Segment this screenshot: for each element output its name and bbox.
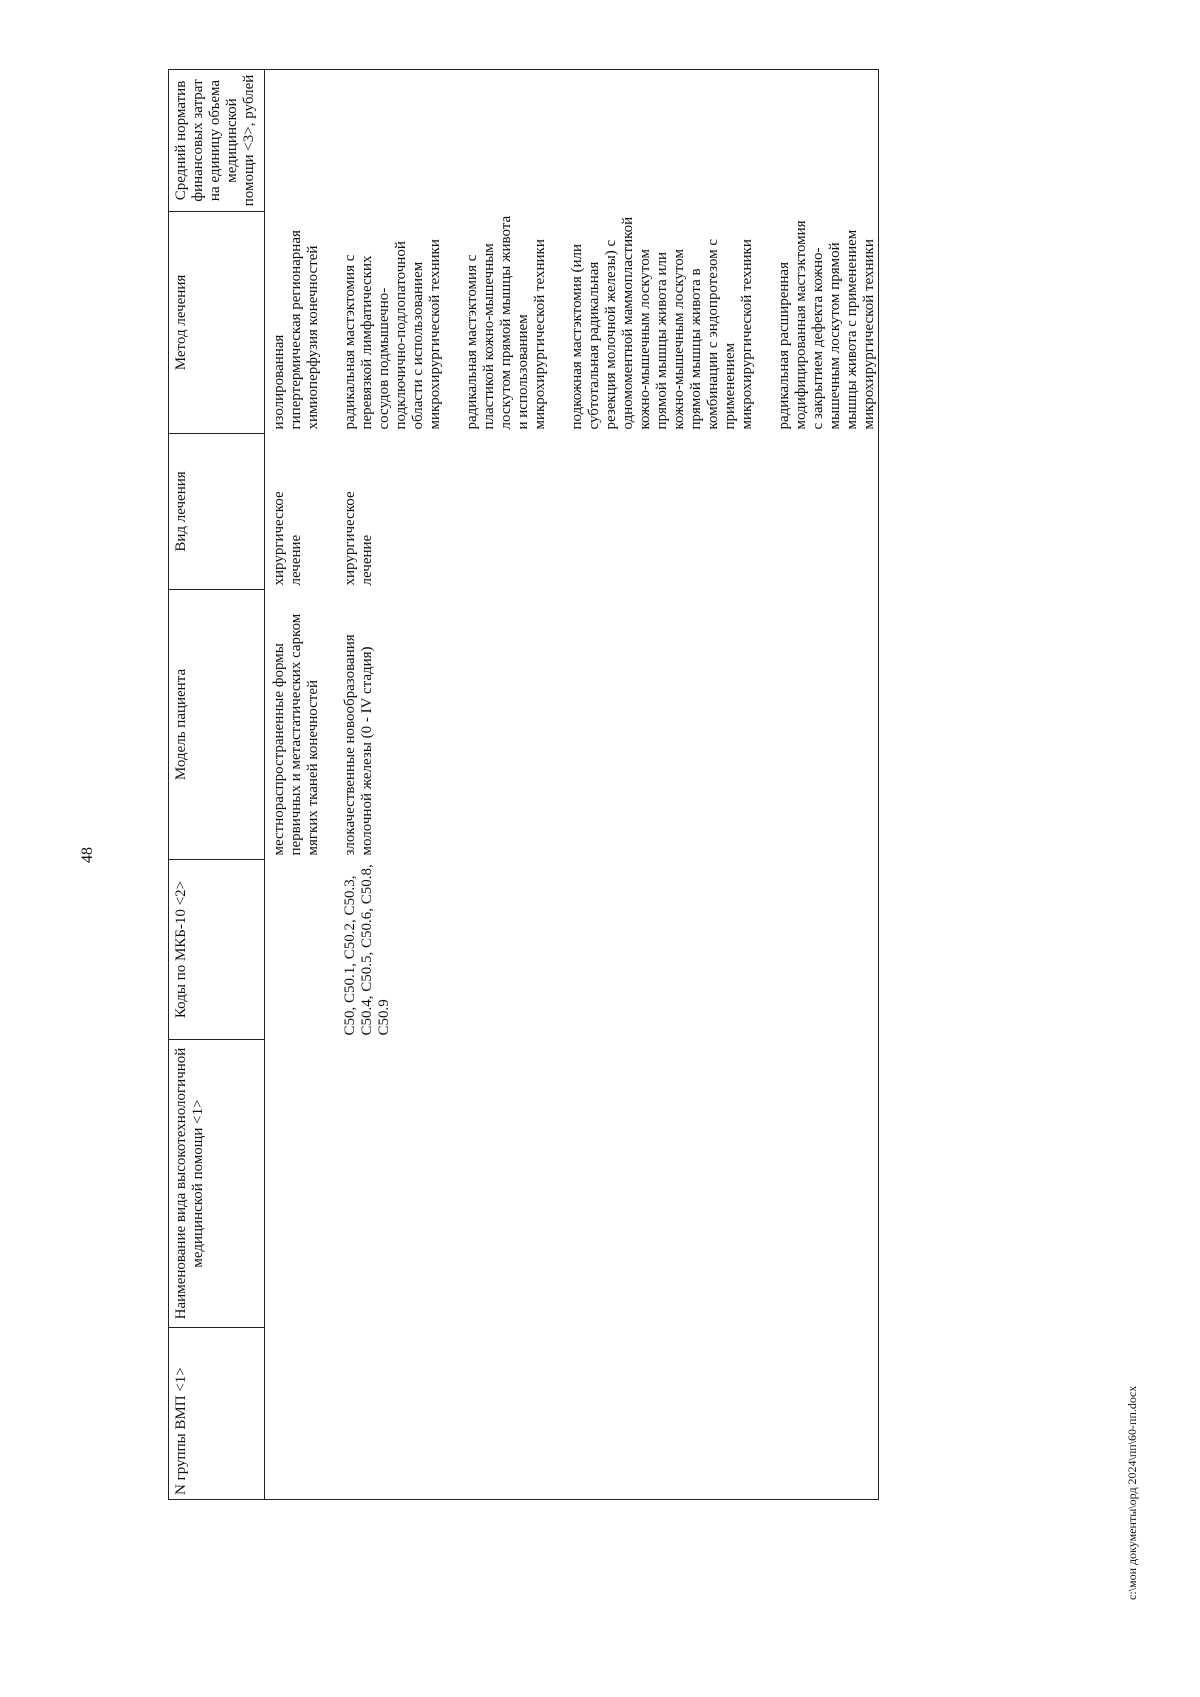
row-2-group xyxy=(342,1328,879,1500)
header-group-number: N группы ВМП <1> xyxy=(169,1328,265,1500)
rotated-table-container xyxy=(168,70,1068,1500)
page-number: 48 xyxy=(79,847,96,863)
row-1-name xyxy=(271,1040,322,1328)
row-2-cost xyxy=(342,70,879,212)
header-treatment-type: Вид лечения xyxy=(169,434,265,590)
row-2-model: злокачественные новообразования молочной железы (0 - IV стадия) xyxy=(342,590,879,860)
header-vmp-name: Наименование вида высокотехнологичной медицинской помощи <1> xyxy=(169,1040,265,1328)
row-2-methods xyxy=(342,212,879,434)
row-1-model: местнораспространенные формы первичных и метастатических сарком мягких тканей конечностей xyxy=(271,613,321,856)
table-row xyxy=(271,70,322,1500)
row-1-cost xyxy=(271,70,322,212)
row-1-codes xyxy=(271,860,322,1040)
table-header-row xyxy=(169,70,265,1500)
table-row xyxy=(342,70,879,1500)
row-gap xyxy=(322,70,342,1500)
row-2-treatment: хирургическое лечение xyxy=(342,434,879,590)
row-2-method-2: радикальная мастэктомия с пластикой кожно-мышечным лоскутом прямой мышцы живота и использованием микрохирургической техники xyxy=(464,215,548,430)
header-icd-codes: Коды по МКБ-10 <2> xyxy=(169,860,265,1040)
row-1-methods xyxy=(271,212,322,434)
row-2-codes: C50, C50.1, C50.2, C50.3, C50.4, C50.5, C50.6, C50.8, C50.9 xyxy=(342,860,879,1040)
row-2-method-4: радикальная расширенная модифицированная мастэктомия с закрытием дефекта кожно-мышечным лоскутом прямой мышцы живота с применением микрохирургической техники xyxy=(776,220,877,430)
row-1-method-1: изолированная гипертермическая регионарная химиоперфузия конечностей xyxy=(271,230,321,430)
vmp-table xyxy=(168,69,879,1500)
row-2-method-3: подкожная мастэктомия (или субтотальная радикальная резекция молочной железы) с одномоментной маммопластикой кожно-мышечным лоскутом прямой мышцы живота или кожно-мышечным лоскутом прямой мышцы живота в комбинации с эндопротезом с применением микрохирургической техники xyxy=(569,216,755,430)
footer-file-path: c:\мои документы\орд 2024\пп\60-пп.docx xyxy=(1125,1385,1139,1600)
header-treatment-method: Метод лечения xyxy=(169,212,265,434)
header-average-cost: Средний норматив финансовых затрат на единицу объема медицинской помощи <3>, рублей xyxy=(169,70,265,212)
row-2-name xyxy=(342,1040,879,1328)
header-patient-model: Модель пациента xyxy=(169,590,265,860)
row-2-method-1: радикальная мастэктомия с перевязкой лимфатических сосудов подмышечно-подключично-подлопаточной области с использованием микрохирургической техники xyxy=(342,239,443,430)
row-1-group xyxy=(271,1328,322,1500)
row-1-treatment: хирургическое лечение xyxy=(271,491,304,586)
